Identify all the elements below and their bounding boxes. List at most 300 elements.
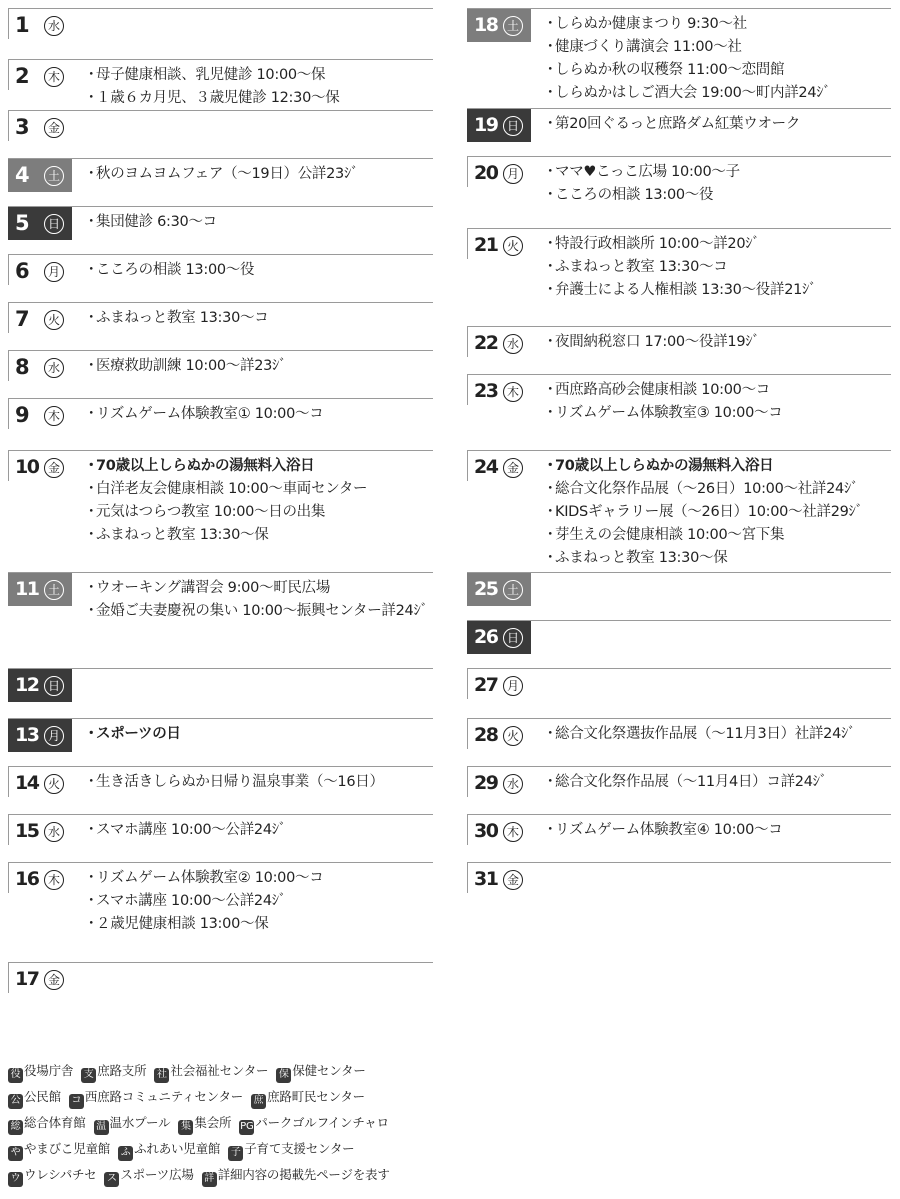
weekday-circle: 金 [44,458,64,478]
date-number: 1 [15,13,30,37]
event-text: リズムゲーム体験教室④ 10:00〜コ [555,822,783,838]
date-label [467,573,531,606]
venue-label: スポーツ広場 [120,1167,194,1182]
day-11 [8,572,433,669]
event-item [543,233,891,256]
event-item [84,259,433,282]
date-number: 10 [15,456,39,478]
weekday-circle: 金 [503,870,523,890]
legend-row [8,1164,398,1190]
event-list [543,233,891,302]
event-item [543,13,891,36]
venue-label: 子育て支援センター [244,1141,355,1156]
venue-icon: 支 [81,1068,96,1083]
date-number: 28 [474,724,498,746]
date-number: 14 [15,772,39,794]
event-item [84,307,433,330]
event-item [84,64,433,87]
event-list [543,379,891,425]
bullet-icon: ・ [543,550,558,566]
event-item [543,501,891,524]
date-number: 27 [474,674,498,696]
event-text: 秋のヨムヨムフェア（〜19日）公詳23ｼﾞ [96,166,359,182]
day-13 [8,718,433,767]
date-label [467,157,531,190]
venue-label: 公民館 [24,1089,61,1104]
event-list [543,13,891,105]
weekday-circle: 水 [44,822,64,842]
day-25 [467,572,891,621]
venue-label: やまびこ児童館 [24,1141,111,1156]
event-item [84,478,433,501]
bullet-icon: ・ [543,259,558,275]
bullet-icon: ・ [543,282,558,298]
date-number: 20 [474,162,498,184]
event-item [543,331,891,354]
bullet-icon: ・ [84,504,99,520]
bullet-icon: ・ [84,870,99,886]
date-number: 30 [474,820,498,842]
date-label [467,229,531,262]
venue-label: 保健センター [292,1063,366,1078]
date-label [8,767,72,800]
event-list [84,163,433,186]
bullet-icon: ・ [543,116,558,132]
bullet-icon: ・ [84,481,99,497]
event-item [543,819,891,842]
bullet-icon: ・ [84,166,99,182]
event-item [84,600,433,623]
event-item [543,455,891,478]
date-number: 7 [15,307,30,331]
event-list [543,455,891,570]
date-label [467,719,531,752]
bullet-icon: ・ [84,726,99,742]
bullet-icon: ・ [543,85,558,101]
venue-label: 役場庁舎 [24,1063,74,1078]
date-number: 9 [15,403,30,427]
weekday-circle: 火 [44,310,64,330]
day-28 [467,718,891,767]
date-number: 15 [15,820,39,842]
date-label [8,9,72,42]
venue-label: 西庶路コミュニティセンター [84,1089,244,1104]
event-text: スポーツの日 [96,726,181,742]
weekday-circle: 金 [44,118,64,138]
date-label [467,669,531,702]
event-text: しらぬかはしご酒大会 19:00〜町内詳24ｼﾞ [555,85,831,101]
event-item [84,524,433,547]
venue-icon: 総 [8,1120,23,1135]
event-item [543,402,891,425]
weekday-circle: 金 [44,970,64,990]
event-item [543,771,891,794]
event-item [84,723,433,746]
venue-icon: ふ [118,1146,133,1161]
date-label [8,573,72,606]
bullet-icon: ・ [84,262,99,278]
date-label [8,255,72,288]
day-14 [8,766,433,815]
event-item [84,771,433,794]
bullet-icon: ・ [84,214,99,230]
event-text: ウオーキング講習会 9:00〜町民広場 [96,580,331,596]
event-item [543,723,891,746]
venue-label: ウレシパチセ [24,1167,97,1182]
date-number: 3 [15,115,30,139]
event-list [543,819,891,842]
event-text: こころの相談 13:00〜役 [96,262,255,278]
weekday-circle: 日 [503,116,523,136]
day-23 [467,374,891,451]
bullet-icon: ・ [543,187,558,203]
bullet-icon: ・ [543,16,558,32]
bullet-icon: ・ [84,90,99,106]
event-item [84,355,433,378]
weekday-circle: 水 [44,358,64,378]
date-number: 12 [15,674,39,696]
date-number: 24 [474,456,498,478]
event-list [543,161,891,207]
event-text: 70歳以上しらぬかの湯無料入浴日 [96,458,315,474]
date-label [8,351,72,384]
event-text: ふまねっと教室 13:30〜コ [96,310,269,326]
legend-row [8,1060,398,1086]
event-list [84,819,433,842]
event-item [84,577,433,600]
day-5 [8,206,433,255]
weekday-circle: 月 [44,262,64,282]
date-number: 16 [15,868,39,890]
date-number: 31 [474,868,498,890]
date-label [8,963,72,996]
event-item [84,87,433,110]
event-text: こころの相談 13:00〜役 [555,187,714,203]
event-item [84,163,433,186]
event-text: １歳６カ月児、３歳児健診 12:30〜保 [96,90,340,106]
event-text: KIDSギャラリー展（〜26日）10:00〜社詳29ｼﾞ [555,504,863,520]
bullet-icon: ・ [84,893,99,909]
day-8 [8,350,433,399]
event-list [84,355,433,378]
day-22 [467,326,891,375]
weekday-circle: 日 [44,676,64,696]
event-item [84,867,433,890]
event-item [543,161,891,184]
weekday-circle: 水 [44,16,64,36]
event-item [84,455,433,478]
venue-label: 総合体育館 [24,1115,86,1130]
bullet-icon: ・ [84,916,99,932]
day-19 [467,108,891,157]
venue-icon: 庶 [251,1094,266,1109]
day-27 [467,668,891,719]
bullet-icon: ・ [543,334,558,350]
venue-label: 庶路支所 [97,1063,147,1078]
bullet-icon: ・ [84,580,99,596]
event-text: 生き活きしらぬか日帰り温泉事業（〜16日） [96,774,384,790]
venue-icon: 詳 [202,1172,217,1187]
weekday-circle: 日 [503,628,523,648]
bullet-icon: ・ [84,67,99,83]
venue-icon: 保 [276,1068,291,1083]
event-text: 総合文化祭作品展（〜11月4日）コ詳24ｼﾞ [555,774,827,790]
day-26 [467,620,891,669]
date-number: 29 [474,772,498,794]
weekday-circle: 木 [503,822,523,842]
event-text: しらぬか秋の収穫祭 11:00〜恋問館 [555,62,785,78]
day-20 [467,156,891,229]
venue-icon: 集 [178,1120,193,1135]
day-3 [8,110,433,159]
event-item [543,36,891,59]
weekday-circle: 土 [44,580,64,600]
date-number: 6 [15,259,30,283]
legend [8,1060,398,1190]
bullet-icon: ・ [84,310,99,326]
event-item [543,547,891,570]
day-30 [467,814,891,863]
date-number: 22 [474,332,498,354]
event-item [84,211,433,234]
date-label [467,767,531,800]
weekday-circle: 月 [44,726,64,746]
event-list [84,455,433,547]
date-label [8,399,72,432]
bullet-icon: ・ [84,822,99,838]
weekday-circle: 月 [503,676,523,696]
date-number: 25 [474,578,498,600]
event-text: 弁護士による人権相談 13:30〜役詳21ｼﾞ [555,282,817,298]
event-text: スマホ講座 10:00〜公詳24ｼﾞ [96,893,286,909]
day-7 [8,302,433,351]
event-list [84,403,433,426]
legend-row [8,1086,398,1112]
day-12 [8,668,433,719]
date-label [8,60,72,93]
event-text: 第20回ぐるっと庶路ダム紅葉ウオーク [555,116,801,132]
bullet-icon: ・ [84,358,99,374]
weekday-circle: 水 [503,334,523,354]
date-label [467,327,531,360]
bullet-icon: ・ [543,236,558,252]
event-text: ふまねっと教室 13:30〜コ [555,259,728,275]
date-number: 18 [474,14,498,36]
date-label [8,719,72,752]
event-text: 70歳以上しらぬかの湯無料入浴日 [555,458,774,474]
date-number: 23 [474,380,498,402]
venue-label: 社会福祉センター [170,1063,269,1078]
venue-icon: ウ [8,1172,23,1187]
bullet-icon: ・ [543,382,558,398]
event-list [543,113,891,136]
event-item [543,113,891,136]
bullet-icon: ・ [543,504,558,520]
venue-icon: PG [239,1120,254,1135]
event-text: 医療救助訓練 10:00〜詳23ｼﾞ [96,358,287,374]
date-number: 26 [474,626,498,648]
date-label [8,863,72,896]
date-label [8,669,72,702]
day-1 [8,8,433,60]
date-label [8,111,72,144]
event-list [84,771,433,794]
venue-icon: 役 [8,1068,23,1083]
date-label [8,159,72,192]
event-item [543,82,891,105]
bullet-icon: ・ [84,527,99,543]
weekday-circle: 土 [44,166,64,186]
venue-icon: 子 [228,1146,243,1161]
event-list [84,259,433,282]
bullet-icon: ・ [543,458,558,474]
date-label [467,109,531,142]
event-list [84,64,433,110]
day-15 [8,814,433,863]
bullet-icon: ・ [543,39,558,55]
venue-icon: 公 [8,1094,23,1109]
event-text: ふまねっと教室 13:30〜保 [555,550,728,566]
event-item [84,403,433,426]
event-text: リズムゲーム体験教室② 10:00〜コ [96,870,324,886]
event-list [84,723,433,746]
date-label [8,303,72,336]
venue-icon: 社 [154,1068,169,1083]
event-text: ママ♥こっこ広場 10:00〜子 [555,164,740,180]
weekday-circle: 火 [503,726,523,746]
date-label [467,815,531,848]
event-item [543,478,891,501]
day-16 [8,862,433,963]
weekday-circle: 木 [503,382,523,402]
event-text: 集団健診 6:30〜コ [96,214,217,230]
event-text: 総合文化祭選抜作品展（〜11月3日）社詳24ｼﾞ [555,726,856,742]
event-item [84,913,433,936]
day-2 [8,59,433,111]
date-label [467,863,531,896]
venue-icon: コ [69,1094,84,1109]
bullet-icon: ・ [84,603,99,619]
event-item [543,524,891,547]
day-9 [8,398,433,451]
event-item [84,501,433,524]
event-text: リズムゲーム体験教室① 10:00〜コ [96,406,324,422]
date-label [8,815,72,848]
day-18 [467,8,891,109]
event-text: 総合文化祭作品展（〜26日）10:00〜社詳24ｼﾞ [555,481,859,497]
venue-icon: や [8,1146,23,1161]
bullet-icon: ・ [543,405,558,421]
legend-row [8,1112,398,1138]
day-4 [8,158,433,207]
event-text: 元気はつらつ教室 10:00〜日の出集 [96,504,326,520]
date-label [467,375,531,408]
event-list [84,867,433,936]
event-text: 金婚ご夫妻慶祝の集い 10:00〜振興センター詳24ｼﾞ [96,603,428,619]
venue-icon: 温 [94,1120,109,1135]
venue-label: 温水プール [109,1115,171,1130]
event-text: 西庶路高砂会健康相談 10:00〜コ [555,382,770,398]
date-label [467,9,531,42]
date-number: 21 [474,234,498,256]
weekday-circle: 火 [44,774,64,794]
event-item [543,379,891,402]
weekday-circle: 月 [503,164,523,184]
day-6 [8,254,433,303]
bullet-icon: ・ [84,774,99,790]
event-text: しらぬか健康まつり 9:30〜社 [555,16,747,32]
venue-label: 集会所 [194,1115,232,1130]
day-21 [467,228,891,327]
date-number: 4 [15,163,30,187]
event-item [84,819,433,842]
date-label [8,207,72,240]
event-list [84,577,433,623]
event-item [543,184,891,207]
date-label [467,451,531,484]
weekday-circle: 火 [503,236,523,256]
bullet-icon: ・ [543,726,558,742]
event-text: 健康づくり講演会 11:00〜社 [555,39,742,55]
event-list [84,307,433,330]
date-number: 11 [15,578,39,600]
bullet-icon: ・ [543,164,558,180]
venue-label: パークゴルフインチャロ [255,1115,389,1130]
weekday-circle: 日 [44,214,64,234]
date-number: 8 [15,355,30,379]
venue-label: ふれあい児童館 [134,1141,221,1156]
weekday-circle: 木 [44,406,64,426]
bullet-icon: ・ [543,481,558,497]
weekday-circle: 木 [44,67,64,87]
date-label [8,451,72,484]
bullet-icon: ・ [84,406,99,422]
event-list [543,331,891,354]
bullet-icon: ・ [543,822,558,838]
weekday-circle: 水 [503,774,523,794]
event-list [543,771,891,794]
event-text: スマホ講座 10:00〜公詳24ｼﾞ [96,822,286,838]
day-31 [467,862,891,903]
weekday-circle: 金 [503,458,523,478]
date-label [467,621,531,654]
day-17 [8,962,433,1003]
date-number: 13 [15,724,39,746]
event-item [84,890,433,913]
event-list [84,211,433,234]
bullet-icon: ・ [84,458,99,474]
legend-row [8,1138,398,1164]
event-item [543,256,891,279]
event-text: ２歳児健康相談 13:00〜保 [96,916,269,932]
venue-label: 詳細内容の掲載先ページを表す [217,1167,390,1182]
day-29 [467,766,891,815]
bullet-icon: ・ [543,774,558,790]
date-number: 5 [15,211,30,235]
venue-label: 庶路町民センター [267,1089,365,1104]
event-text: 特設行政相談所 10:00〜詳20ｼﾞ [555,236,760,252]
event-item [543,279,891,302]
event-text: ふまねっと教室 13:30〜保 [96,527,269,543]
day-24 [467,450,891,573]
event-text: 白洋老友会健康相談 10:00〜車両センター [96,481,368,497]
bullet-icon: ・ [543,62,558,78]
bullet-icon: ・ [543,527,558,543]
event-text: 芽生えの会健康相談 10:00〜宮下集 [555,527,785,543]
weekday-circle: 土 [503,16,523,36]
event-item [543,59,891,82]
day-10 [8,450,433,573]
